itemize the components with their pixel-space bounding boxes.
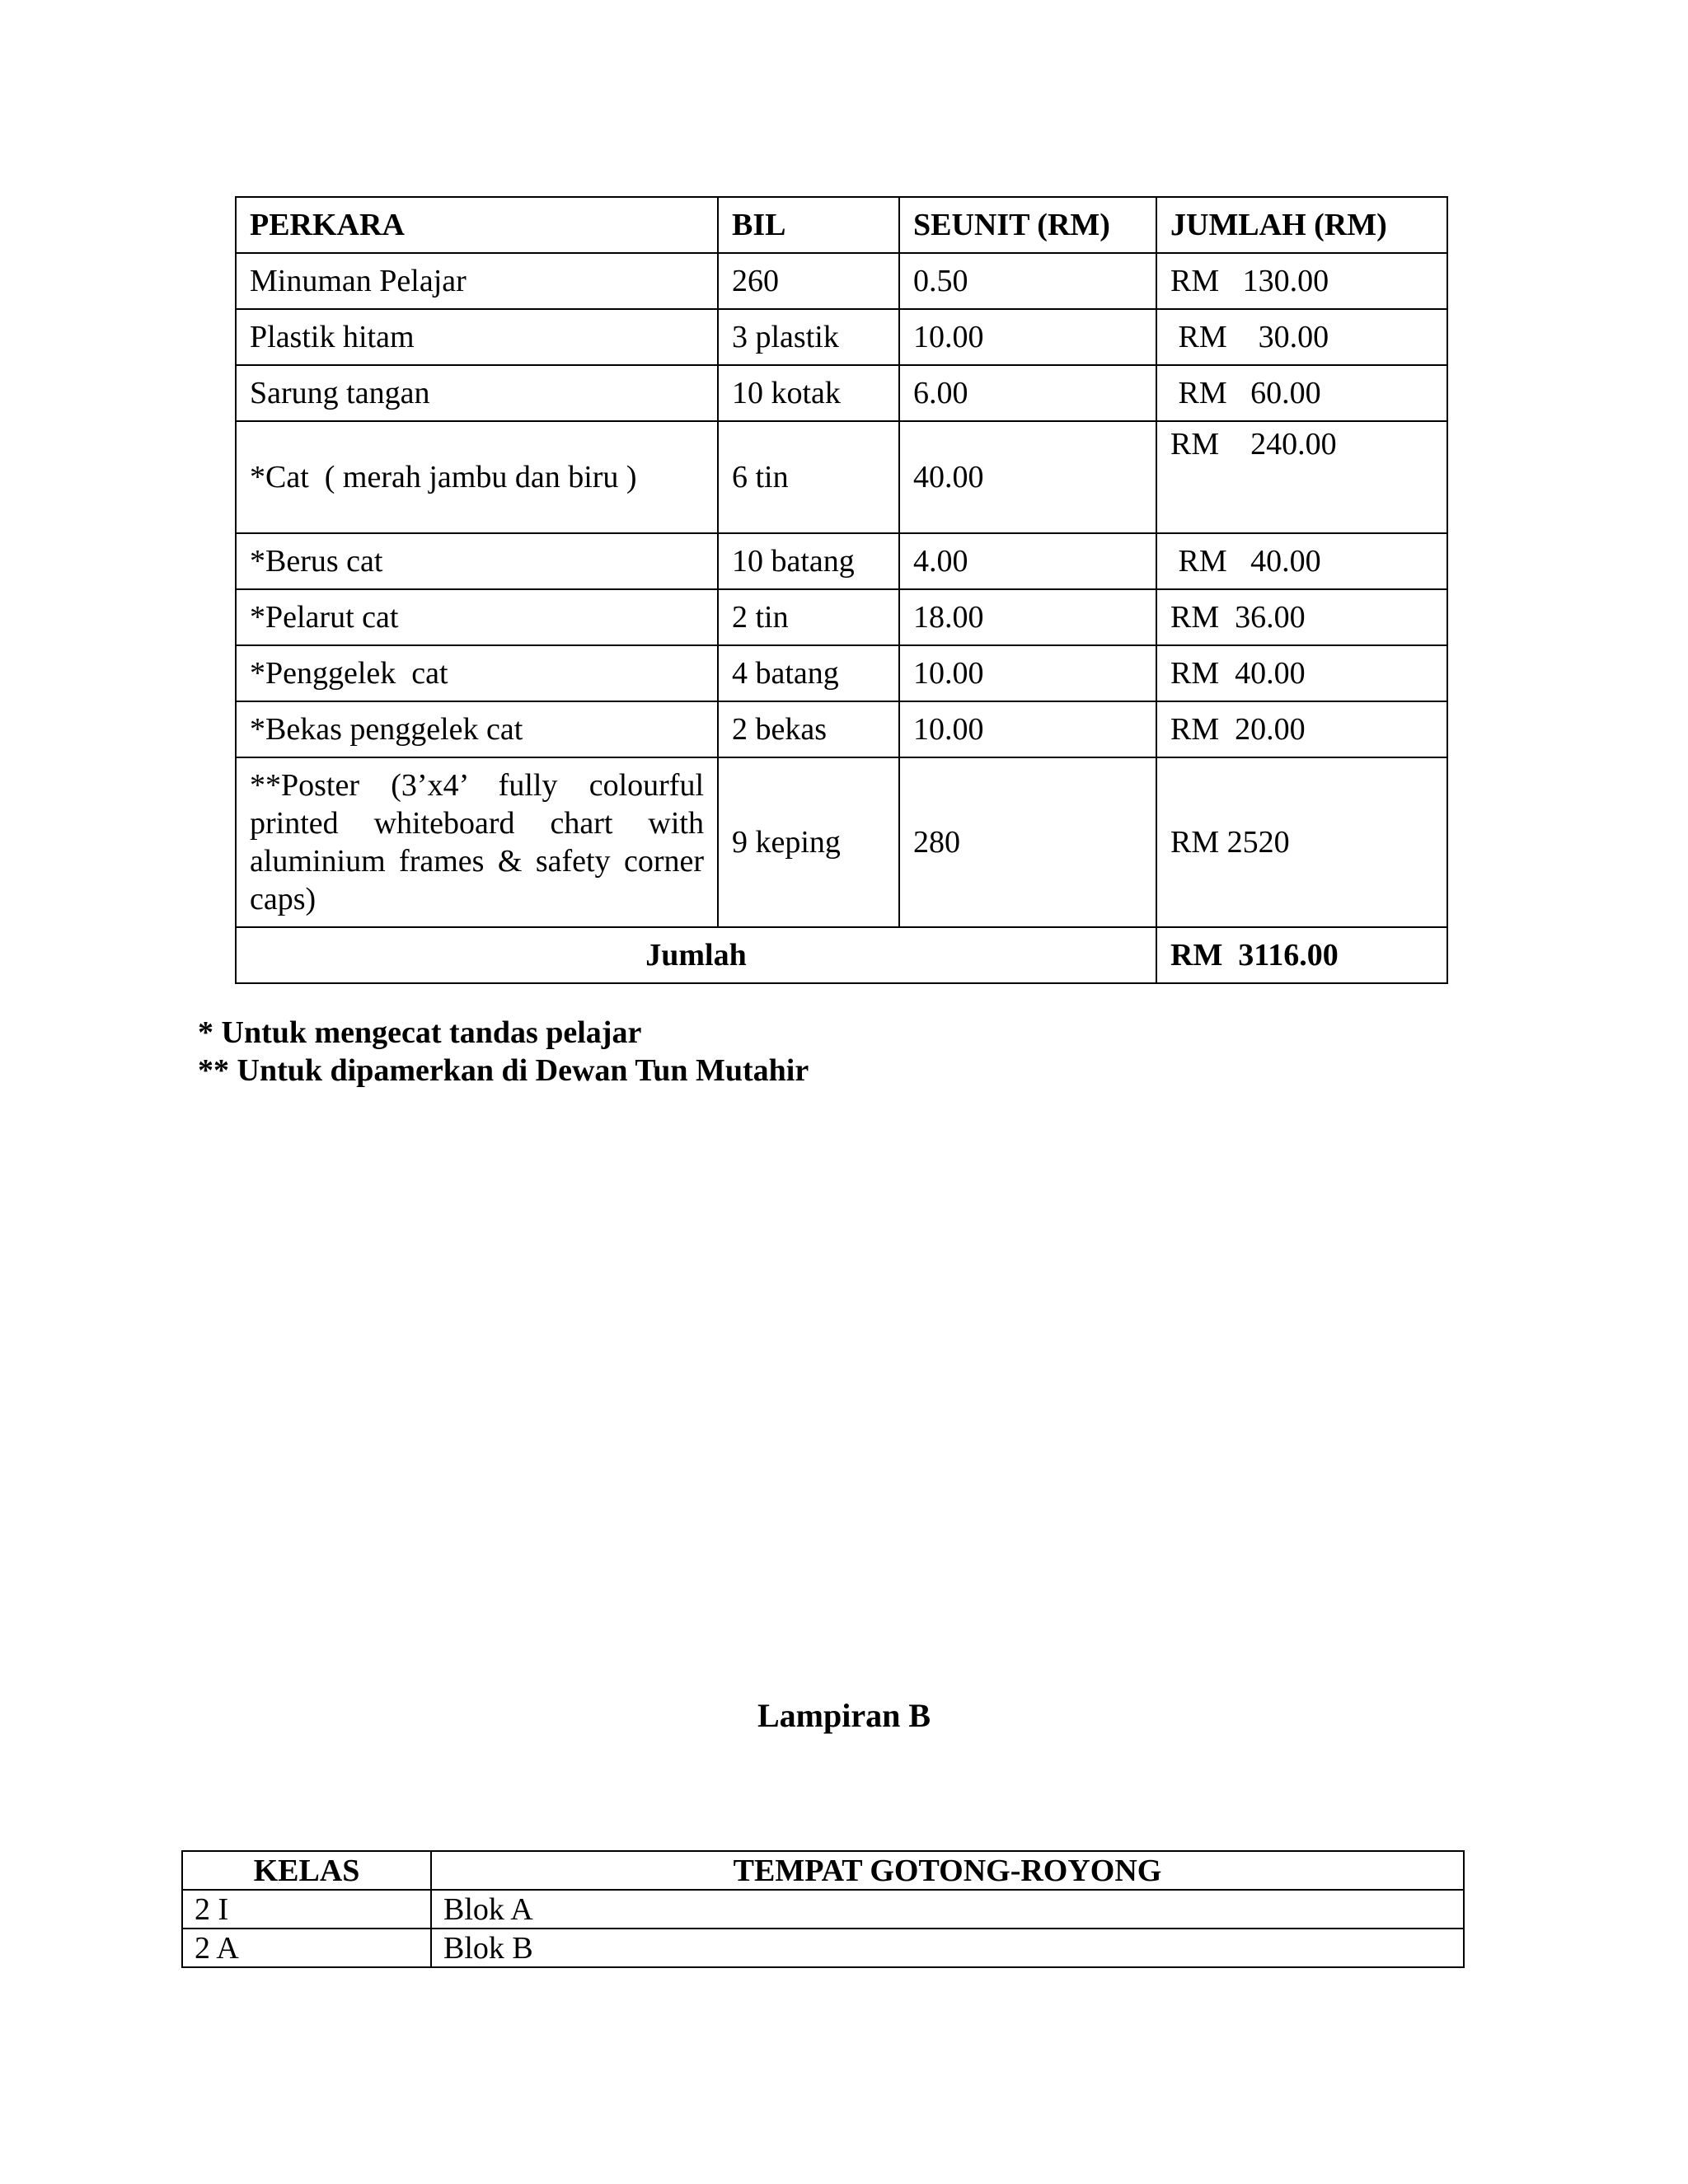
total-value: RM 3116.00: [1156, 927, 1447, 983]
item-cell: *Penggelek cat: [236, 645, 718, 701]
table-row: [236, 701, 1447, 757]
qty-cell: 10 batang: [718, 533, 899, 589]
qty-cell: 10 kotak: [718, 365, 899, 421]
qty-cell: 4 batang: [718, 645, 899, 701]
item-cell: Sarung tangan: [236, 365, 718, 421]
item-cell: Minuman Pelajar: [236, 253, 718, 309]
class-table-header-row: [182, 1851, 1464, 1890]
class-cell: 2 A: [182, 1929, 431, 1967]
unit-cell: 10.00: [899, 701, 1156, 757]
place-cell: Blok A: [431, 1890, 1464, 1929]
total-cell: RM 130.00: [1156, 253, 1447, 309]
table-row: [236, 309, 1447, 365]
total-label: Jumlah: [236, 927, 1156, 983]
class-cell: 2 I: [182, 1890, 431, 1929]
header-class: KELAS: [182, 1851, 431, 1890]
table-row: [236, 365, 1447, 421]
total-cell: RM 20.00: [1156, 701, 1447, 757]
header-total: JUMLAH (RM): [1156, 197, 1447, 253]
unit-cell: 40.00: [899, 421, 1156, 533]
footnotes: [198, 1014, 809, 1090]
table-row: [182, 1929, 1464, 1967]
table-row: [182, 1890, 1464, 1929]
place-cell: Blok B: [431, 1929, 1464, 1967]
total-cell: RM 40.00: [1156, 645, 1447, 701]
qty-cell: 260: [718, 253, 899, 309]
qty-cell: 2 tin: [718, 589, 899, 645]
item-cell: *Bekas penggelek cat: [236, 701, 718, 757]
qty-cell: 6 tin: [718, 421, 899, 533]
total-cell: RM 30.00: [1156, 309, 1447, 365]
header-place: TEMPAT GOTONG-ROYONG: [431, 1851, 1464, 1890]
footnote: ** Untuk dipamerkan di Dewan Tun Mutahir: [198, 1053, 809, 1088]
appendix-title: Lampiran B: [757, 1697, 931, 1734]
total-row: [236, 927, 1447, 983]
item-cell: Plastik hitam: [236, 309, 718, 365]
header-unit-price: SEUNIT (RM): [899, 197, 1156, 253]
table-row: [236, 253, 1447, 309]
unit-cell: 0.50: [899, 253, 1156, 309]
table-row: [236, 645, 1447, 701]
cost-table: [235, 196, 1448, 984]
unit-cell: 280: [899, 757, 1156, 927]
table-row: [236, 421, 1447, 533]
unit-cell: 10.00: [899, 645, 1156, 701]
total-cell: RM 60.00: [1156, 365, 1447, 421]
footnote: * Untuk mengecat tandas pelajar: [198, 1015, 642, 1050]
qty-cell: 3 plastik: [718, 309, 899, 365]
table-row: [236, 589, 1447, 645]
total-cell: RM 240.00: [1156, 421, 1447, 533]
header-item: PERKARA: [236, 197, 718, 253]
table-row: [236, 757, 1447, 927]
cost-table-header-row: [236, 197, 1447, 253]
unit-cell: 4.00: [899, 533, 1156, 589]
item-cell: *Cat ( merah jambu dan biru ): [236, 421, 718, 533]
total-cell: RM 36.00: [1156, 589, 1447, 645]
item-cell: *Berus cat: [236, 533, 718, 589]
item-cell: *Pelarut cat: [236, 589, 718, 645]
table-row: [236, 533, 1447, 589]
unit-cell: 10.00: [899, 309, 1156, 365]
class-table: [181, 1850, 1465, 1968]
qty-cell: 2 bekas: [718, 701, 899, 757]
total-cell: RM 2520: [1156, 757, 1447, 927]
total-cell: RM 40.00: [1156, 533, 1447, 589]
unit-cell: 6.00: [899, 365, 1156, 421]
qty-cell: 9 keping: [718, 757, 899, 927]
header-qty: BIL: [718, 197, 899, 253]
item-cell: **Poster (3’x4’ fully colourful printed whiteboard chart with aluminium frames & safety corner caps): [236, 757, 718, 927]
unit-cell: 18.00: [899, 589, 1156, 645]
